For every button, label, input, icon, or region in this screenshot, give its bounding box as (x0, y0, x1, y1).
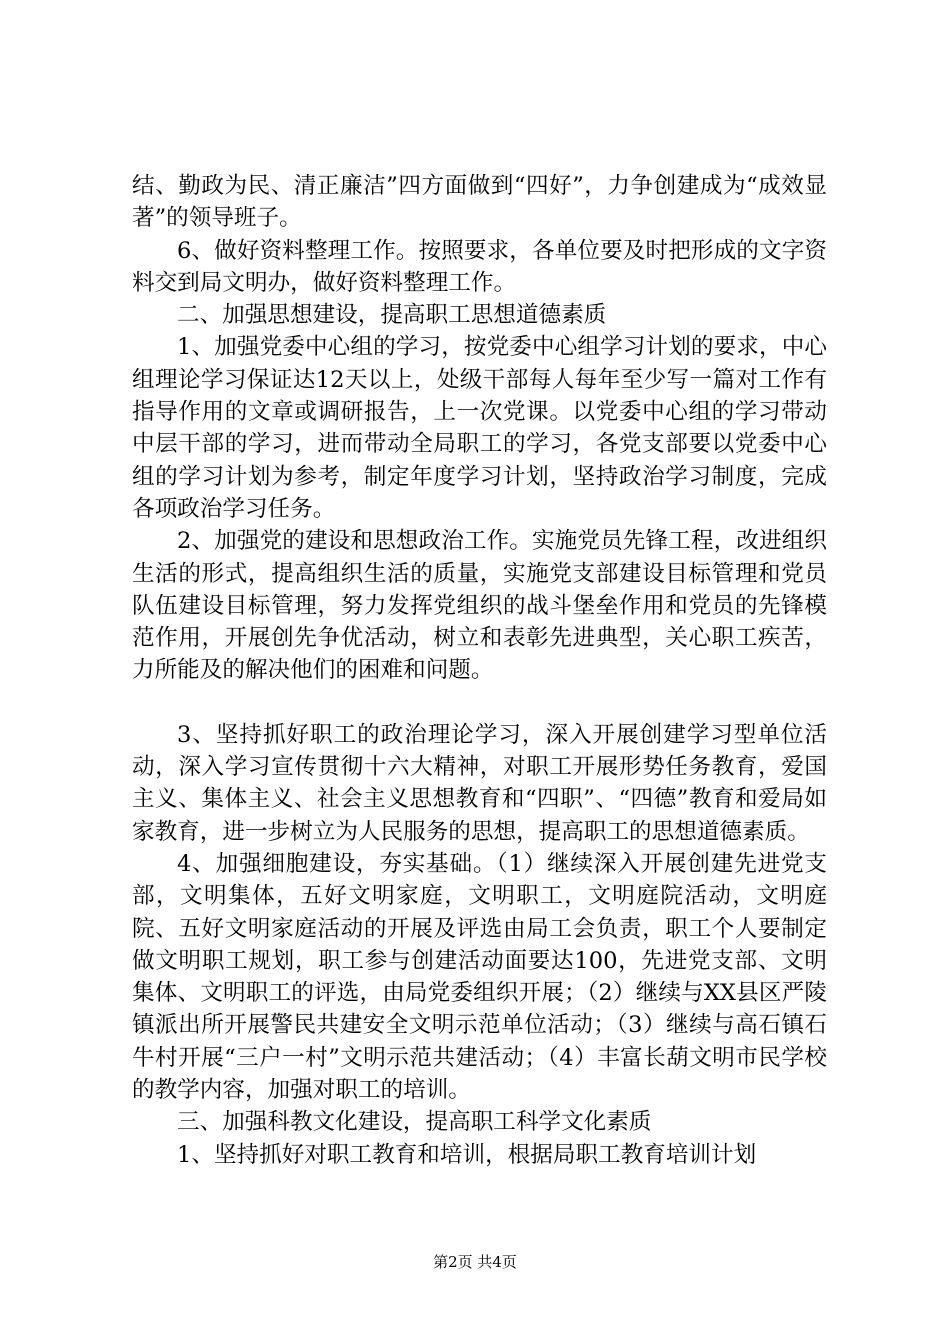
section-heading-2: 二、加强思想建设，提高职工思想道德素质 (177, 302, 607, 329)
paragraph-item-4: 4、加强细胞建设，夯实基础。（1）继续深入开展创建先进党支部，文明集体，五好文明家庭，文明职工，文明庭院活动，文明庭院、五好文明家庭活动的开展及评选由局工会负责，职工个人要制定做文明职工规划，职工参与创建活动面要达100，先进党支部、文明集体、文明职工的评选，由局党委组织开展；（2）继续与XX县区严陵镇派出所开展警民共建安全文明示范单位活动；（3）继续与高石镇石牛村开展“三户一村”文明示范共建活动；（4）丰富长葫文明市民学校的教学内容，加强对职工的培训。 (132, 850, 827, 1104)
document-body (132, 170, 827, 1171)
paragraph-item-1-section-3: 1、坚持抓好对职工教育和培训，根据局职工教育培训计划 (177, 1141, 757, 1168)
section-heading-3: 三、加强科教文化建设，提高职工科学文化素质 (177, 1109, 652, 1136)
paragraph-item-1: 1、加强党委中心组的学习，按党委中心组学习计划的要求，中心组理论学习保证达12天以上，处级干部每人每年至少写一篇对工作有指导作用的文章或调研报告，上一次党课。以党委中心组的学习带动中层干部的学习，进而带动全局职工的学习，各党支部要以党委中心组的学习计划为参考，制定年度学习计划，坚持政治学习制度，完成各项政治学习任务。 (132, 334, 827, 522)
page-number-label: 第2页 共4页 (433, 1253, 517, 1271)
paragraph-item-2: 2、加强党的建设和思想政治工作。实施党员先锋工程，改进组织生活的形式，提高组织生活的质量，实施党支部建设目标管理和党员队伍建设目标管理，努力发挥党组织的战斗堡垒作用和党员的先锋模范作用，开展创先争优活动，树立和表彰先进典型，关心职工疾苦，力所能及的解决他们的困难和问题。 (132, 528, 827, 684)
paragraph-item-3: 3、坚持抓好职工的政治理论学习，深入开展创建学习型单位活动，深入学习宣传贯彻十六大精神，对职工开展形势任务教育，爱国主义、集体主义、社会主义思想教育和“四职”、“四德”教育和爱局如家教育，进一步树立为人民服务的思想，提高职工的思想道德素质。 (132, 721, 827, 845)
paragraph-item-6: 6、做好资料整理工作。按照要求，各单位要及时把形成的文字资料交到局文明办，做好资料整理工作。 (132, 237, 827, 296)
page-footer (0, 1252, 950, 1272)
paragraph-continuation: 结、勤政为民、清正廉洁”四方面做到“四好”，力争创建成为“成效显著”的领导班子。 (132, 173, 827, 232)
